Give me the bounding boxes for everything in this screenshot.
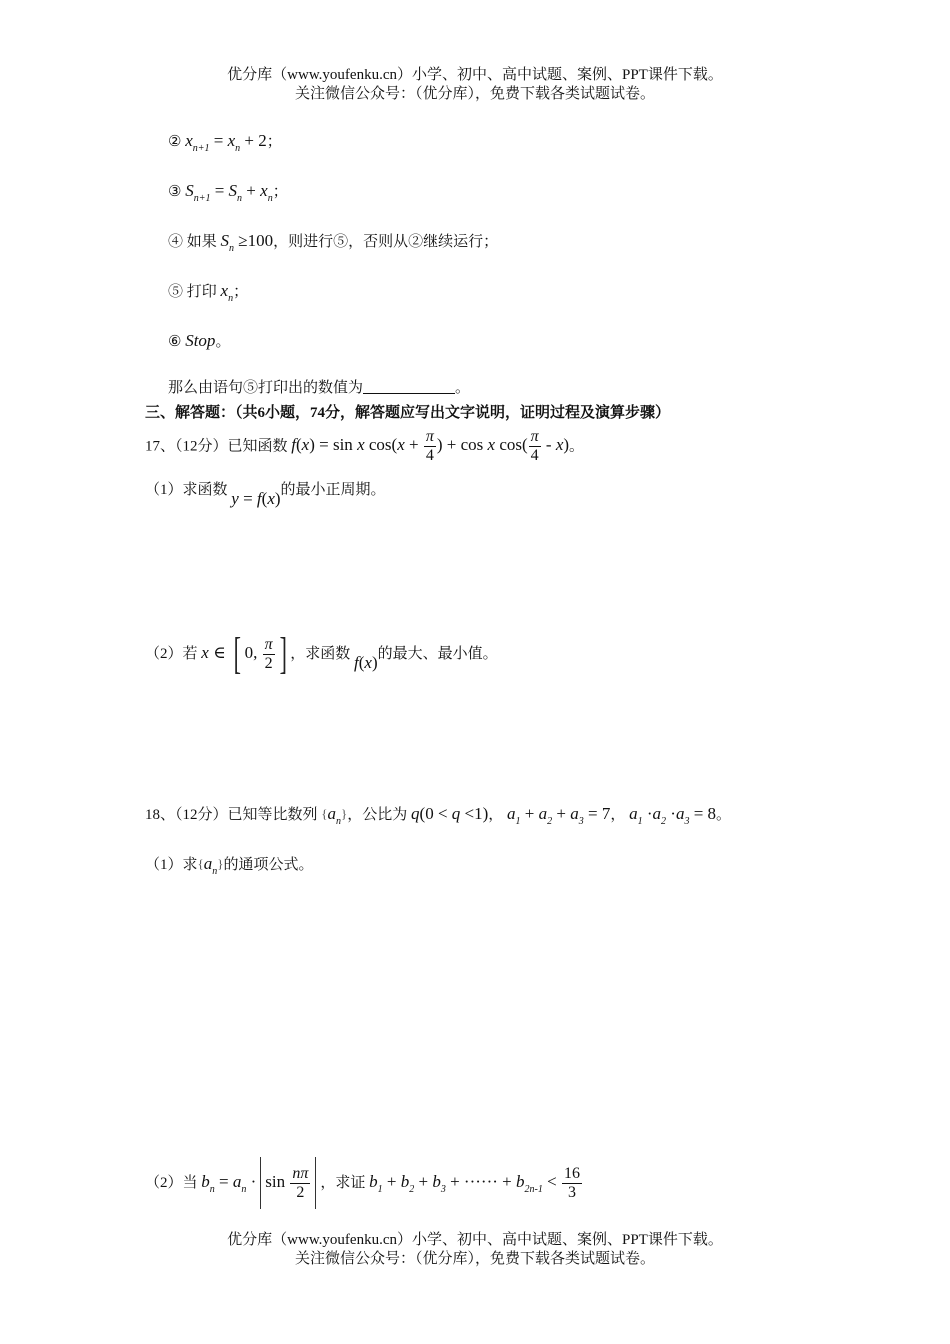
footer-line-1: 优分库（www.youfenku.cn）小学、初中、高中试题、案例、PPT课件下载。 [227,1232,723,1248]
q18-ratio: q(0 < q <1) [411,804,489,823]
header-line-2: 关注微信公众号：（优分库），免费下载各类试题试卷。 [294,86,655,102]
q17-part1-formula: y = f(x) [231,489,281,508]
step-3-end: ； [272,184,288,200]
q18-mid: ，公比为 [347,807,408,823]
q17-formula: f(x) = sin x cos(x + $\frac{\pi}{4}$ ) + cos x cos( $\frac{\pi}{4}$ - x) [291,428,570,464]
step-2-mark: ② [168,134,182,150]
step-4-text: 如果 [186,234,217,250]
q17-end: 。 [569,438,585,455]
q18-part2 [145,1157,583,1209]
q18-comma-2: ， [610,807,626,823]
answer-blank[interactable] [363,379,455,394]
step-6-mark: ⑥ [168,334,182,350]
step-6 [168,330,230,351]
q17-stem [145,428,584,465]
q18-sum: $a_1 + a_2 + a_3 = 7$ [507,804,611,827]
result-line [168,376,470,397]
q18-part2-bn: $b_n = a_n \cdot \sin$ $\frac{n\pi}{2}$ [201,1172,320,1191]
step-4 [168,230,498,254]
q18-product: $a_1 \cdot a_2 \cdot a_3 = 8$ [629,804,717,827]
q18-comma-1: ， [488,807,504,823]
q17-part1 [145,478,386,508]
step-2-formula: $x_{n+1} = x_n + 2$ [185,131,267,154]
step-2-end: ； [266,134,282,150]
step-5-formula: $x_n$ [220,281,234,304]
footer-line-2: 关注微信公众号：（优分库），免费下载各类试题试卷。 [294,1251,655,1267]
step-5-text: 打印 [186,284,217,300]
q18-part1-suffix: 的通项公式。 [223,857,314,873]
q18-part1-sequence: $\{a_n\}$ [197,854,224,877]
step-4-formula: $S_n \ge 100$ [220,231,274,254]
step-3 [168,180,288,204]
step-5-end: ； [233,284,249,300]
step-6-end: 。 [215,334,231,350]
q18-part2-prefix: （2）当 [145,1174,198,1191]
q17-part1-prefix: （1）求函数 [145,482,228,498]
q17-part2 [145,629,498,678]
q18-part2-inequality: $b_1 + b_2 + b_3$ + ······ + $b_{2n-1}$ < $\frac{16}{3}$ [369,1164,580,1201]
step-4-tail: ，则进行⑤，否则从②继续运行； [273,234,499,250]
step-5 [168,280,248,304]
step-3-formula: $S_{n+1} = S_n + x_n$ [185,181,273,204]
q18-part2-mid: ，求证 [320,1174,366,1191]
step-4-mark: ④ [168,234,184,250]
q18-sequence: $\{a_n\}$ [321,804,348,827]
q17-part2-prefix: （2）若 [145,645,198,662]
step-5-mark: ⑤ [168,284,184,300]
q17-part2-interval: x ∈ [ 0, $\frac{\pi}{2}$ ] [201,629,287,678]
q18-part1 [145,853,314,877]
q17-part2-mid: ，求函数 [290,645,351,662]
q17-part1-suffix: 的最小正周期。 [280,482,386,498]
result-end: 。 [455,380,471,396]
q17-part2-suffix: 的最大、最小值。 [377,645,498,662]
step-3-mark: ③ [168,184,182,200]
section-3-title: 三、解答题：（共6小题，74分，解答题应写出文字说明，证明过程及演算步骤） [145,405,671,421]
q18-part1-prefix: （1）求 [145,857,198,873]
result-text: 那么由语句⑤打印出的数值为 [168,380,364,396]
q17-label: 17、（12分）已知函数 [145,438,288,455]
q17-part2-formula: f(x) [354,652,378,672]
q18-stem [145,803,731,827]
q18-end: 。 [716,807,732,823]
header-line-1: 优分库（www.youfenku.cn）小学、初中、高中试题、案例、PPT课件下载。 [227,67,723,83]
step-2 [168,130,282,154]
q18-label: 18、（12分）已知等比数列 [145,807,318,823]
step-6-text: Stop [185,331,216,350]
